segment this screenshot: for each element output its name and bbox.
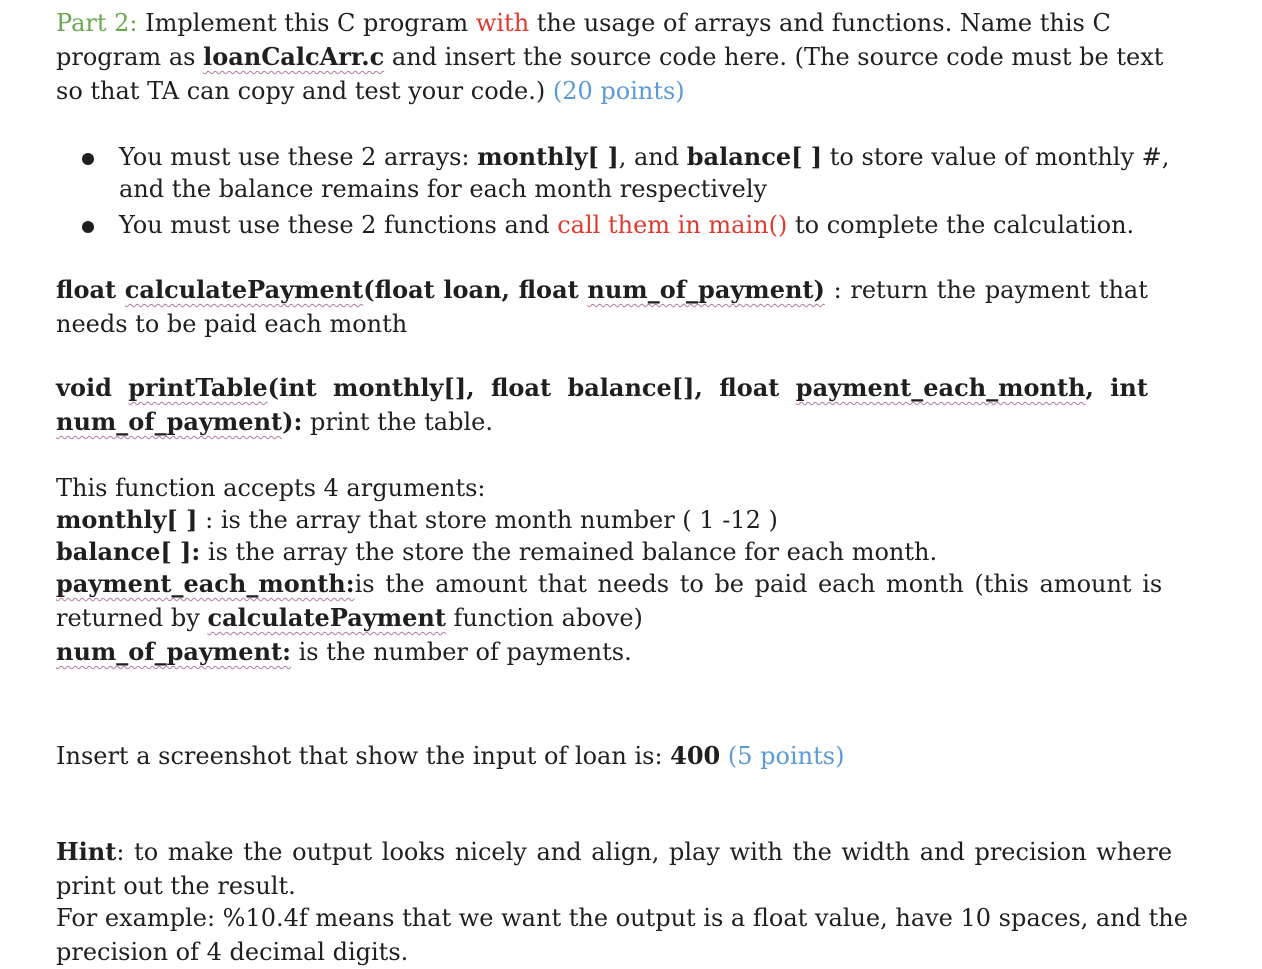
bullet-text: to complete the calculation. [787,211,1135,239]
bullet-text: You must use these 2 arrays: [119,143,478,171]
hint-line4: precision of 4 decimal digits. [56,938,409,966]
func2-word: ): [282,407,303,436]
with-word: with [475,9,530,37]
bullet-text: , and [618,143,687,171]
bullet-text: You must use these 2 functions and [119,211,558,239]
func1-desc-word: : [833,276,842,304]
arg-desc: returned by [56,604,208,632]
arg-name: num_of_payment: [56,637,291,666]
hint-text: : to make the output looks nicely and align, play with the width and precision where [116,838,1173,866]
func2-word: int [1110,373,1148,402]
hint-line1 [56,835,1173,869]
bullet-dot [82,153,94,165]
arg-name: payment_each_month: [56,569,355,598]
func2-desc: print the table. [302,408,493,436]
arg-payment [56,567,1163,601]
arg-desc: function above) [445,604,643,632]
bullet-1-line1 [119,141,1170,173]
func1-name: calculatePayment [124,275,364,304]
part2-line3 [56,74,1148,108]
points-label: (5 points) [727,742,845,770]
arg-desc: is the number of payments. [290,638,632,666]
bullet-text: to store value of monthly #, [822,143,1170,171]
func1-signature [56,273,1148,307]
array-balance: balance[ ] [686,142,823,171]
call-main-text: call them in main() [557,211,788,239]
filename: loanCalcArr.c [203,42,385,71]
hint-label: Hint [56,837,117,866]
func2-param: num_of_payment [56,407,283,436]
part2-text: Implement this C program [137,9,476,37]
part2-text: so that TA can copy and test your code.) [56,77,553,105]
arg-num-payment [56,635,1148,669]
func1-name-group [125,273,435,307]
points-label: (20 points) [552,77,685,105]
func2-param-group [796,371,1094,405]
array-monthly: monthly[ ] [477,142,619,171]
part2-text: the usage of arrays and functions. Name this C [529,9,1111,37]
arg-name: monthly[ ] [56,505,198,534]
bullet-dot [82,221,94,233]
func2-word: monthly[], [333,373,475,402]
func2-name-group [128,371,316,405]
bullet-1-line2: and the balance remains for each month respectively [119,175,768,203]
arg-desc: is the array the store the remained balance for each month. [200,538,938,566]
func1-word: float [56,275,117,304]
func2-word: void [56,373,112,402]
bullet-2 [119,209,1149,241]
loan-value: 400 [670,741,721,770]
part2-text: and insert the source code here. (The source code must be text [384,43,1164,71]
part2-line1 [56,6,1148,40]
arg-desc: : is the array that store month number ( 1 -12 ) [197,506,778,534]
func2-signature [56,371,1148,405]
func2-line2 [56,405,1148,439]
func1-word: float [518,275,579,304]
func1-desc-word: the [936,276,977,304]
hint-line2: print out the result. [56,872,296,900]
arg-func-ref: calculatePayment [207,603,446,632]
part2-text: program as [56,43,204,71]
arg-name: balance[ ]: [56,537,201,566]
func2-word: float [719,373,780,402]
arg-desc: is the amount that needs to be paid each month (this amount is [354,570,1163,598]
func1-word: loan, [443,275,510,304]
func1-param: num_of_payment) [587,275,825,304]
screenshot-instruction [56,739,1148,773]
screenshot-text: Insert a screenshot that show the input of loan is: [56,742,671,770]
part-label: Part 2: [56,9,138,37]
func1-desc-word: payment [984,276,1091,304]
func1-desc-line2: needs to be paid each month [56,310,408,338]
arg-payment-line2 [56,601,1148,635]
part2-line2 [56,40,1164,74]
func2-param: payment_each_month [795,373,1086,402]
func1-word: (float [363,275,435,304]
func2-word: balance[], [567,373,703,402]
func1-desc-word: that [1098,276,1148,304]
hint-line3: For example: %10.4f means that we want the output is a float value, have 10 spaces, and the [56,904,1188,932]
func2-word: float [490,373,552,402]
args-intro: This function accepts 4 arguments: [56,474,486,502]
func2-name: printTable [128,373,268,402]
func2-word: , [1085,373,1094,402]
arg-balance [56,535,1148,569]
arg-monthly [56,503,1148,537]
func1-desc-word: return [850,276,929,304]
func2-word: (int [267,373,317,402]
